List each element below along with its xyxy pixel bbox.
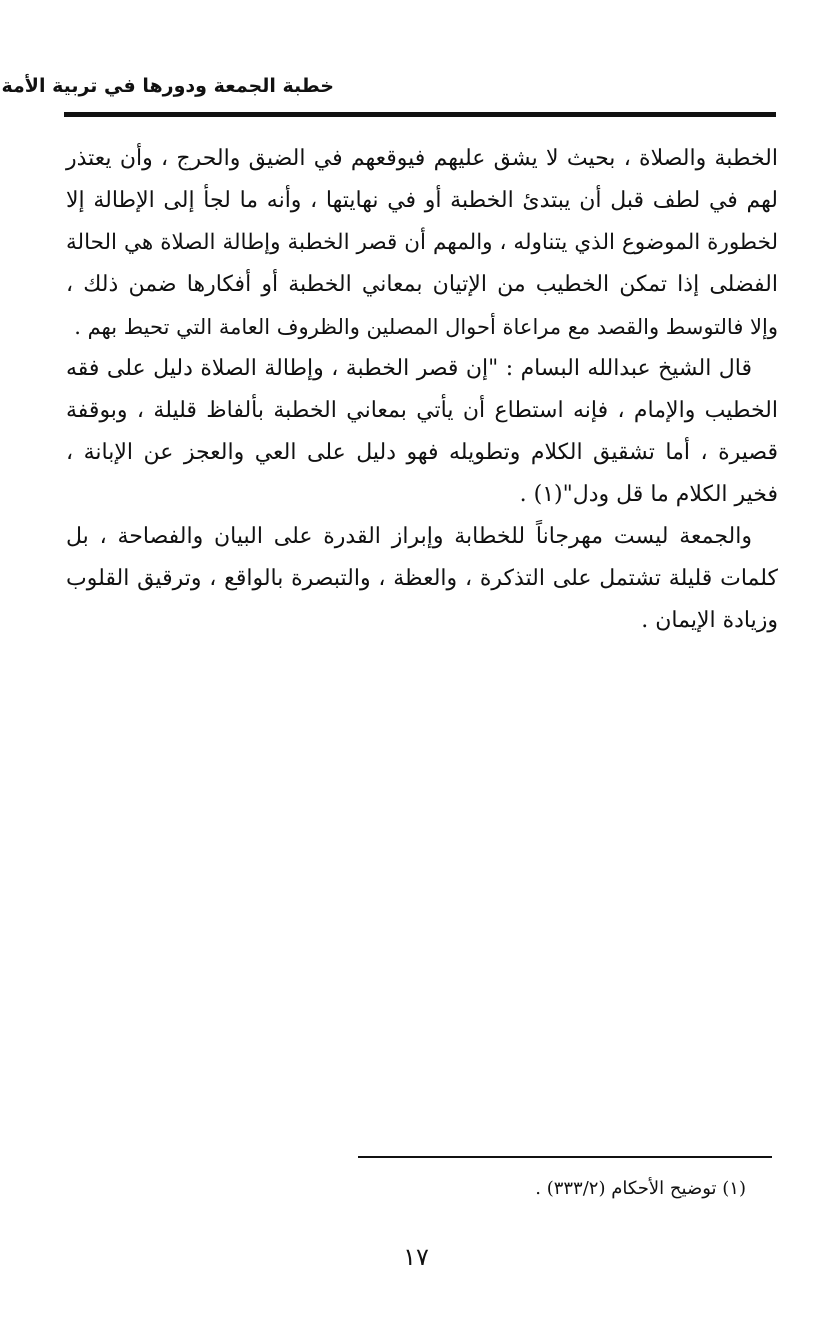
text-line: الخطيب والإمام ، فإنه استطاع أن يأتي بمعاني الخطبة بألفاظ قليلة ، وبوقفة bbox=[66, 398, 778, 423]
text-line: لهم في لطف قبل أن يبتدئ الخطبة أو في نهايتها ، وأنه ما لجأ إلى الإطالة إلا bbox=[66, 188, 778, 213]
body-text bbox=[66, 138, 778, 642]
text-line: وزيادة الإيمان . bbox=[641, 608, 778, 633]
text-line: لخطورة الموضوع الذي يتناوله ، والمهم أن قصر الخطبة وإطالة الصلاة هي الحالة bbox=[66, 230, 778, 255]
text-line: قصيرة ، أما تشقيق الكلام وتطويله فهو دليل على العي والعجز عن الإبانة ، bbox=[66, 440, 778, 465]
paragraph-1 bbox=[66, 138, 778, 348]
text-line: الخطبة والصلاة ، بحيث لا يشق عليهم فيوقعهم في الضيق والحرج ، وأن يعتذر bbox=[66, 146, 778, 171]
running-head-title: خطبة الجمعة ودورها في تربية الأمة bbox=[1, 75, 334, 97]
page-number: ١٧ bbox=[403, 1243, 429, 1271]
text-line: كلمات قليلة تشتمل على التذكرة ، والعظة ، والتبصرة بالواقع ، وترقيق القلوب bbox=[66, 566, 778, 591]
paragraph-3 bbox=[66, 516, 778, 642]
text-line: الفضلى إذا تمكن الخطيب من الإتيان بمعاني الخطبة أو أفكارها ضمن ذلك ، bbox=[66, 272, 778, 297]
header-rule bbox=[64, 112, 776, 117]
footnote-rule bbox=[358, 1156, 772, 1158]
text-line: وإلا فالتوسط والقصد مع مراعاة أحوال المصلين والظروف العامة التي تحيط بهم . bbox=[74, 315, 778, 339]
text-line: والجمعة ليست مهرجاناً للخطابة وإبراز القدرة على البيان والفصاحة ، بل bbox=[66, 524, 752, 549]
paragraph-2-quote bbox=[66, 348, 778, 516]
text-line: فخير الكلام ما قل ودل"(١) . bbox=[519, 482, 778, 507]
footnote: (١) توضيح الأحكام (٣٣٣/٢) . bbox=[535, 1178, 746, 1199]
text-line: قال الشيخ عبدالله البسام : "إن قصر الخطبة ، وإطالة الصلاة دليل على فقه bbox=[66, 356, 752, 381]
